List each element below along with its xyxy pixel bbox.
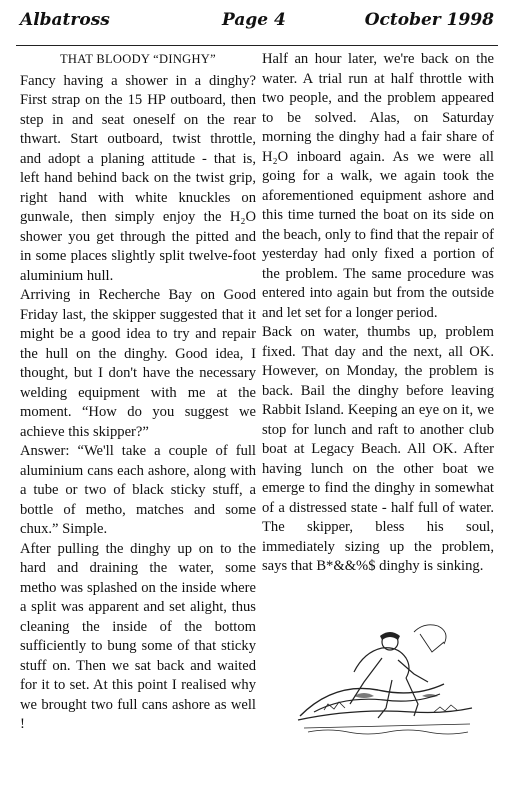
right-column — [262, 50, 494, 577]
page-number: Page 4 — [222, 10, 286, 30]
header-rule — [16, 45, 498, 46]
publication-name: Albatross — [20, 10, 110, 30]
dinghy-illustration — [294, 612, 478, 742]
paragraph: Half an hour later, we're back on the water. A trial run at half throttle with two people, and the problem appeared to be solved. Alas, on Saturday morning the dinghy had a fair share of H₂O inboard again. As we were all going for a walk, we again took the aforementioned equipment ashore and this time turned the boat on its side on the beach, only to find that the repair of yesterday had only fixed a portion of the problem. The same procedure was entered into again but from the outside and let set for a longer period. — [262, 51, 494, 321]
issue-date: October 1998 — [364, 10, 494, 30]
paragraph: Answer: “We'll take a couple of full aluminium cans each ashore, along with a tube or two of black sticky stuff, a bottle of metho, matches and some chux.” Simple. — [20, 443, 256, 537]
paragraph: After pulling the dinghy up on to the hard and draining the water, some metho was splashed on the inside where a split was apparent and set alight, thus cleaning the inside of the bottom sufficiently to bung some of that sticky stuff on. Then we sat back and waited for it to set. At this point I realised why we brought two full cans ashore as well ! — [20, 540, 256, 732]
page-header — [14, 10, 500, 36]
paragraph: Fancy having a shower in a dinghy? First strap on the 15 HP outboard, then step in and seat oneself on the rear thwart. Start outboard, twist throttle, and adopt a planing attitude - that is, left hand behind back on the twist grip, right hand with white knuckles on gunwale, then simply enjoy the H₂O shower you get through the pitted and in some places slightly split twelve-foot aluminium hull. — [20, 72, 256, 284]
paragraph: Arriving in Recherche Bay on Good Friday last, the skipper suggested that it might be a good idea to try and repair the hull on the dinghy. Good idea, I thought, but I don't have the necessary welding equipment with me at the moment. “How do you suggest we achieve this skipper?” — [20, 287, 256, 440]
left-column — [20, 50, 256, 735]
paragraph: Back on water, thumbs up, problem fixed. That day and the next, all OK. However, on Monday, the problem is back. Bail the dinghy before leaving Rabbit Island. Keeping an eye on it, we stop for lunch and raft to another club boat at Legacy Beach. All OK. After having lunch on the other boat we emerge to find the dinghy in somewhat of a distressed state - half full of water. The skipper, bless his soul, immediately sizing up the problem, says that B*&&%$ dinghy is sinking. — [262, 324, 494, 574]
article-title: THAT BLOODY “DINGHY” — [60, 52, 216, 66]
